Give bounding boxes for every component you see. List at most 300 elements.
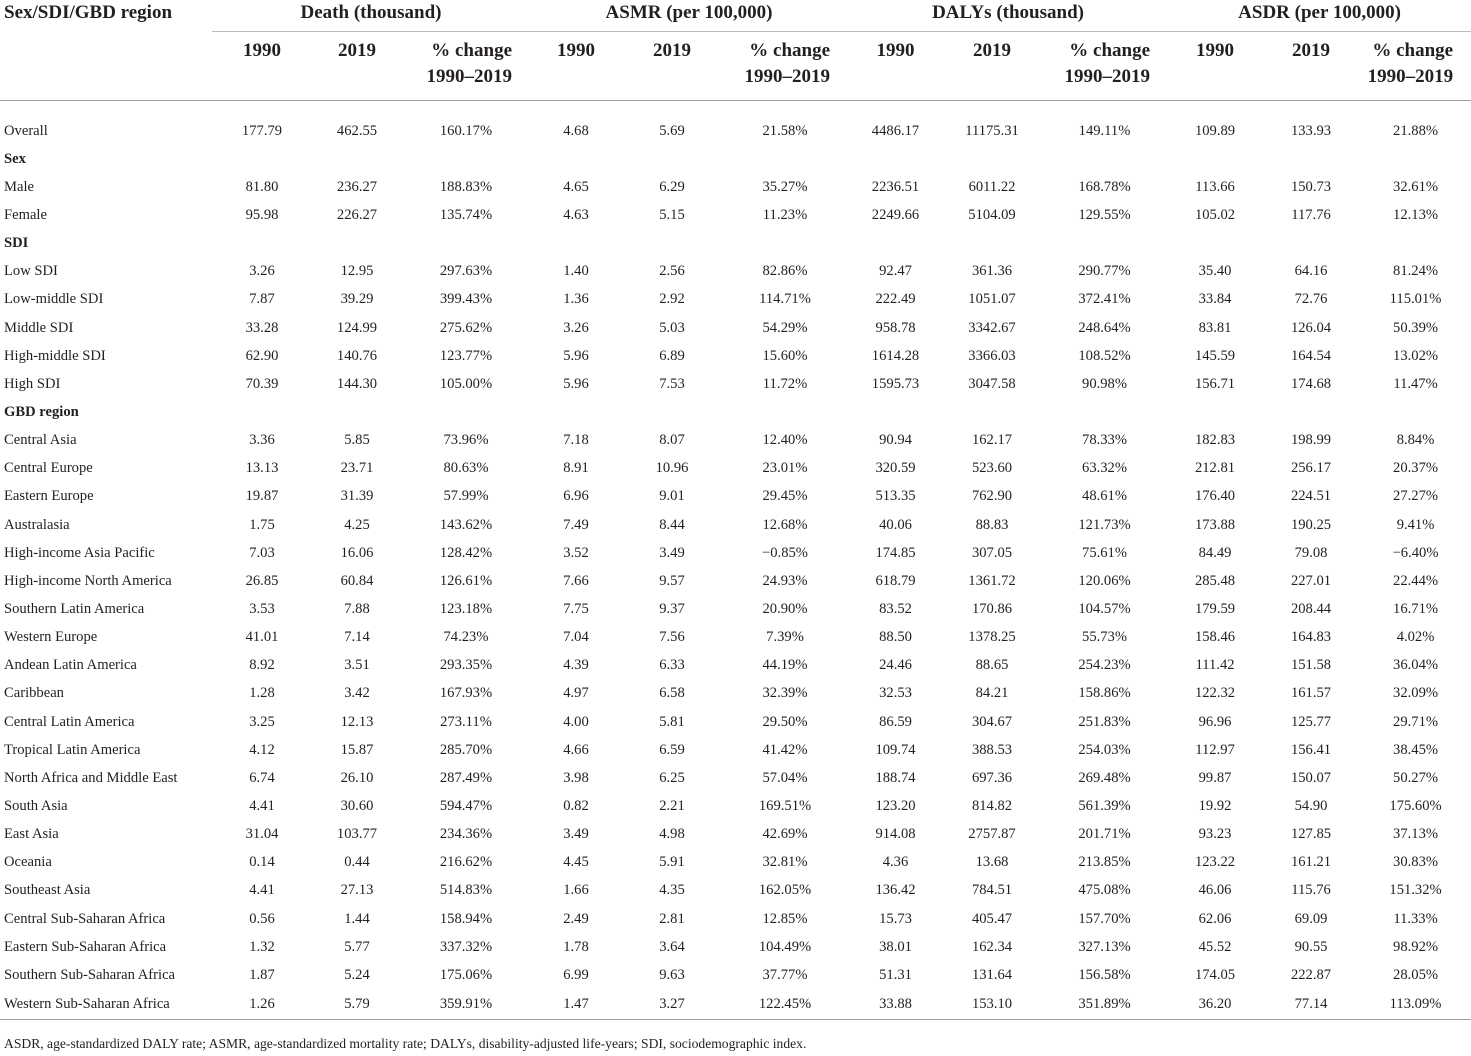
value-cell	[1360, 145, 1471, 173]
value-cell: 144.30	[336, 375, 378, 392]
value-cell: 81.80	[245, 178, 279, 195]
value-cell: 958.78	[875, 319, 916, 336]
table-body	[0, 101, 1471, 1020]
value-cell: 1.44	[344, 910, 370, 927]
table-row	[0, 539, 1471, 567]
value-cell: 2.49	[563, 910, 589, 927]
value-cell	[722, 230, 848, 258]
value-cell	[530, 230, 622, 258]
value-cell	[212, 145, 312, 173]
row-label: South Asia	[4, 797, 68, 814]
value-cell: 42.69%	[762, 826, 808, 843]
value-cell: 174.05	[1194, 966, 1236, 983]
value-cell: 158.94%	[439, 910, 493, 927]
row-label: High SDI	[4, 375, 61, 392]
value-cell	[1041, 230, 1168, 258]
value-cell: 7.39%	[766, 629, 804, 646]
value-cell: 1378.25	[968, 629, 1016, 646]
group-header-dalys: DALYs (thousand)	[848, 0, 1168, 32]
value-cell: 143.62%	[439, 516, 493, 533]
value-cell: 64.16	[1294, 263, 1328, 280]
spacer-row	[0, 101, 1471, 118]
value-cell: 1.87	[249, 966, 275, 983]
value-cell: 5.03	[659, 319, 685, 336]
value-cell: 1.26	[212, 989, 312, 1020]
year-header-death-2019: 2019	[338, 40, 376, 61]
value-cell: 57.99%	[443, 488, 489, 505]
value-cell: 9.57	[659, 572, 685, 589]
table-row	[0, 314, 1471, 342]
value-cell	[1041, 398, 1168, 426]
value-cell: 21.58%	[762, 122, 808, 139]
section-row	[0, 230, 1471, 258]
value-cell: 75.61%	[1082, 544, 1128, 561]
value-cell: 15.87	[340, 741, 374, 758]
value-cell: 84.21	[975, 685, 1009, 702]
value-cell: 1.40	[563, 263, 589, 280]
value-cell: 4.66	[563, 741, 589, 758]
table-row	[0, 764, 1471, 792]
value-cell: 99.87	[1198, 769, 1232, 786]
value-cell: 222.49	[875, 291, 916, 308]
table-row	[0, 595, 1471, 623]
section-row	[0, 145, 1471, 173]
value-cell: 0.56	[249, 910, 275, 927]
row-label: Caribbean	[4, 685, 64, 702]
row-label: Eastern Sub-Saharan Africa	[4, 938, 167, 955]
value-cell: 160.17%	[439, 122, 493, 139]
value-cell: 157.70%	[1078, 910, 1131, 927]
value-cell	[1360, 230, 1471, 258]
value-cell: 158.46	[1194, 629, 1236, 646]
value-cell: 35.40	[1198, 263, 1232, 280]
value-cell: 111.42	[1195, 657, 1235, 674]
value-cell: 1.28	[249, 685, 275, 702]
value-cell: 86.59	[879, 713, 912, 730]
value-cell: 475.08%	[1078, 882, 1131, 899]
table-row	[0, 427, 1471, 455]
value-cell: 90.94	[879, 432, 912, 449]
value-cell: 297.63%	[439, 263, 493, 280]
pct-change-header-dalys	[1041, 32, 1168, 101]
value-cell: 21.88%	[1393, 122, 1439, 139]
value-cell: 175.06%	[439, 966, 493, 983]
value-cell: 19.92	[1198, 797, 1232, 814]
value-cell: 145.59	[1194, 347, 1236, 364]
value-cell	[402, 398, 530, 426]
value-cell: 45.52	[1198, 938, 1232, 955]
value-cell: 4.25	[344, 516, 370, 533]
pct-change-period: 1990–2019	[1367, 66, 1454, 87]
table-row	[0, 511, 1471, 539]
value-cell: 78.33%	[1082, 432, 1128, 449]
value-cell: 149.11%	[1078, 122, 1131, 139]
value-cell: 5.96	[563, 375, 589, 392]
value-cell: 2236.51	[871, 178, 920, 195]
value-cell: 151.32%	[1389, 882, 1442, 899]
row-label: Female	[4, 206, 47, 223]
value-cell: 227.01	[1290, 572, 1332, 589]
value-cell: 74.23%	[443, 629, 489, 646]
value-cell: 6.74	[249, 769, 275, 786]
value-cell: 123.77%	[439, 347, 493, 364]
value-cell	[1168, 145, 1262, 173]
value-cell: 254.03%	[1078, 741, 1131, 758]
value-cell: 4.12	[249, 741, 275, 758]
value-cell: 32.53	[879, 685, 912, 702]
table-row	[0, 933, 1471, 961]
value-cell: 54.29%	[762, 319, 808, 336]
value-cell: 31.39	[340, 488, 374, 505]
value-cell: 83.81	[1198, 319, 1232, 336]
section-label: Sex	[4, 150, 26, 167]
value-cell: 6.59	[659, 741, 685, 758]
value-cell: 88.50	[879, 629, 912, 646]
value-cell: 88.65	[975, 657, 1009, 674]
value-cell: 140.76	[336, 347, 378, 364]
value-cell: 83.52	[879, 600, 912, 617]
value-cell: 123.18%	[439, 600, 493, 617]
year-header-dalys-1990: 1990	[876, 40, 915, 61]
value-cell: 54.90	[1294, 797, 1328, 814]
value-cell: 293.35%	[439, 657, 493, 674]
value-cell: 114.71%	[759, 291, 811, 308]
value-cell: 3.25	[249, 713, 275, 730]
value-cell: 4.35	[659, 882, 685, 899]
value-cell: 6.33	[659, 657, 685, 674]
value-cell: 226.27	[336, 206, 378, 223]
value-cell: 33.84	[1198, 291, 1232, 308]
table-row	[0, 821, 1471, 849]
value-cell: 121.73%	[1078, 516, 1131, 533]
value-cell: 236.27	[336, 178, 378, 195]
value-cell: 3.53	[249, 600, 275, 617]
value-cell: 618.79	[875, 572, 916, 589]
value-cell: 13.13	[245, 460, 279, 477]
row-label: Eastern Europe	[4, 488, 94, 505]
table-row	[0, 792, 1471, 820]
value-cell	[1168, 230, 1262, 258]
value-cell: 117.76	[1291, 206, 1331, 223]
row-label: High-middle SDI	[4, 347, 106, 364]
value-cell: 3.64	[659, 938, 685, 955]
value-cell: 4.41	[249, 882, 275, 899]
group-header-asmr: ASMR (per 100,000)	[530, 0, 848, 32]
value-cell: 77.14	[1262, 989, 1360, 1020]
value-cell: 156.58%	[1078, 966, 1131, 983]
value-cell: 176.40	[1194, 488, 1236, 505]
value-cell: 3.26	[563, 319, 589, 336]
value-cell: 153.10	[943, 989, 1041, 1020]
value-cell: 109.74	[875, 741, 916, 758]
value-cell: 35.27%	[762, 178, 808, 195]
value-cell: 3.51	[344, 657, 370, 674]
value-cell: 104.57%	[1078, 600, 1131, 617]
table-row	[0, 567, 1471, 595]
row-label: Oceania	[4, 854, 52, 871]
value-cell	[848, 145, 943, 173]
row-label: Southern Latin America	[4, 600, 145, 617]
value-cell: 10.96	[655, 460, 689, 477]
value-cell: 254.23%	[1078, 657, 1131, 674]
value-cell: 95.98	[245, 206, 279, 223]
value-cell: 39.29	[340, 291, 374, 308]
value-cell: 167.93%	[439, 685, 493, 702]
value-cell: 48.61%	[1082, 488, 1128, 505]
value-cell	[212, 398, 312, 426]
value-cell	[312, 398, 402, 426]
value-cell: 697.36	[971, 769, 1013, 786]
value-cell	[312, 145, 402, 173]
value-cell: 11.72%	[762, 375, 808, 392]
value-cell: 11175.31	[965, 122, 1019, 139]
pct-change-period: 1990–2019	[1064, 66, 1151, 87]
value-cell: 4.63	[563, 206, 589, 223]
row-label: Male	[4, 178, 34, 195]
value-cell: 80.63%	[443, 460, 489, 477]
value-cell	[402, 230, 530, 258]
value-cell: 12.95	[340, 263, 374, 280]
value-cell: 12.68%	[762, 516, 808, 533]
section-label: SDI	[4, 235, 29, 252]
value-cell: 88.83	[975, 516, 1009, 533]
value-cell: 1361.72	[968, 572, 1016, 589]
value-cell: 19.87	[245, 488, 279, 505]
row-label: Middle SDI	[4, 319, 74, 336]
value-cell: 81.24%	[1393, 263, 1439, 280]
group-header-death: Death (thousand)	[212, 0, 530, 32]
value-cell: 27.13	[340, 882, 374, 899]
value-cell: 31.04	[245, 826, 279, 843]
value-cell: 36.04%	[1393, 657, 1439, 674]
value-cell: 190.25	[1290, 516, 1332, 533]
value-cell: 327.13%	[1078, 938, 1131, 955]
value-cell: 12.13	[340, 713, 374, 730]
value-cell: 5.85	[344, 432, 370, 449]
value-cell: 109.89	[1194, 122, 1236, 139]
pct-change-header-asmr	[722, 32, 848, 101]
row-label: Overall	[4, 122, 48, 139]
value-cell: 1.66	[563, 882, 589, 899]
value-cell: 127.85	[1290, 826, 1332, 843]
value-cell: 2757.87	[968, 826, 1016, 843]
value-cell: 32.09%	[1393, 685, 1439, 702]
value-cell: 234.36%	[439, 826, 493, 843]
row-label: Central Latin America	[4, 713, 135, 730]
value-cell: 914.08	[875, 826, 916, 843]
value-cell: 105.02	[1194, 206, 1236, 223]
value-cell	[530, 145, 622, 173]
section-label: GBD region	[4, 403, 79, 420]
value-cell: 513.35	[875, 488, 916, 505]
value-cell: 7.14	[344, 629, 370, 646]
value-cell: 273.11%	[440, 713, 492, 730]
value-cell: 285.48	[1194, 572, 1236, 589]
value-cell: 90.98%	[1082, 375, 1128, 392]
value-cell: 216.62%	[439, 854, 493, 871]
row-label: North Africa and Middle East	[4, 769, 178, 786]
value-cell: 136.42	[875, 882, 916, 899]
value-cell: 7.53	[659, 375, 685, 392]
value-cell: 129.55%	[1078, 206, 1131, 223]
value-cell: 170.86	[971, 600, 1013, 617]
value-cell: 4486.17	[871, 122, 920, 139]
value-cell: 372.41%	[1078, 291, 1131, 308]
table-row	[0, 736, 1471, 764]
value-cell: 4.97	[563, 685, 589, 702]
value-cell: 16.71%	[1393, 600, 1439, 617]
value-cell: 108.52%	[1078, 347, 1131, 364]
value-cell: 113.09%	[1360, 989, 1471, 1020]
value-cell: 7.18	[563, 432, 589, 449]
value-cell: 55.73%	[1082, 629, 1128, 646]
table-row	[0, 652, 1471, 680]
value-cell: 5.79	[312, 989, 402, 1020]
value-cell: 23.01%	[762, 460, 808, 477]
value-cell: 337.32%	[439, 938, 493, 955]
value-cell: 7.04	[563, 629, 589, 646]
value-cell: 133.93	[1290, 122, 1332, 139]
value-cell: 212.81	[1194, 460, 1236, 477]
value-cell: 1595.73	[871, 375, 920, 392]
value-cell: 104.49%	[758, 938, 812, 955]
value-cell: 6.89	[659, 347, 685, 364]
value-cell: 7.49	[563, 516, 589, 533]
value-cell: 285.70%	[439, 741, 493, 758]
value-cell	[722, 398, 848, 426]
value-cell: 122.45%	[722, 989, 848, 1020]
value-cell: 177.79	[241, 122, 283, 139]
value-cell: 156.41	[1290, 741, 1332, 758]
row-label: Central Sub-Saharan Africa	[4, 910, 166, 927]
value-cell: 8.91	[563, 460, 589, 477]
value-cell: 290.77%	[1078, 263, 1131, 280]
pct-change-label: % change	[1069, 40, 1151, 61]
value-cell: −6.40%	[1392, 544, 1439, 561]
value-cell: 151.58	[1290, 657, 1332, 674]
value-cell: 12.40%	[762, 432, 808, 449]
value-cell: 103.77	[336, 826, 378, 843]
value-cell: 1.47	[530, 989, 622, 1020]
value-cell: 4.68	[563, 122, 589, 139]
value-cell: 90.55	[1294, 938, 1328, 955]
value-cell: 11.33%	[1393, 910, 1438, 927]
value-cell: 124.99	[336, 319, 378, 336]
section-row	[0, 398, 1471, 426]
value-cell: 164.83	[1290, 629, 1332, 646]
value-cell: 73.96%	[443, 432, 489, 449]
blank-header-cell	[0, 32, 212, 101]
value-cell: 70.39	[245, 375, 279, 392]
value-cell	[402, 145, 530, 173]
header-row-years	[0, 32, 1471, 101]
row-label: East Asia	[4, 826, 59, 843]
value-cell: 7.03	[249, 544, 275, 561]
value-cell: 1.78	[563, 938, 589, 955]
value-cell: 37.77%	[762, 966, 808, 983]
value-cell: 63.32%	[1082, 460, 1128, 477]
value-cell: 188.74	[875, 769, 916, 786]
row-label: Western Sub-Saharan Africa	[0, 989, 212, 1020]
value-cell: 41.42%	[762, 741, 808, 758]
value-cell	[1262, 398, 1360, 426]
value-cell: 4.98	[659, 826, 685, 843]
value-cell	[530, 398, 622, 426]
value-cell: 156.71	[1194, 375, 1236, 392]
value-cell: 30.83%	[1393, 854, 1439, 871]
value-cell: 6.25	[659, 769, 685, 786]
row-label: Low SDI	[4, 263, 58, 280]
row-label: High-income Asia Pacific	[4, 544, 155, 561]
value-cell: 1614.28	[871, 347, 920, 364]
value-cell: 44.19%	[762, 657, 808, 674]
value-cell: 2.92	[659, 291, 685, 308]
value-cell: −0.85%	[762, 544, 808, 561]
row-label: Central Europe	[4, 460, 93, 477]
value-cell: 32.61%	[1393, 178, 1439, 195]
value-cell: 222.87	[1290, 966, 1332, 983]
value-cell: 46.06	[1198, 882, 1232, 899]
table-row	[0, 483, 1471, 511]
value-cell: 6011.22	[968, 178, 1016, 195]
value-cell: 161.57	[1290, 685, 1332, 702]
pct-change-label: % change	[1372, 40, 1454, 61]
value-cell: 351.89%	[1041, 989, 1168, 1020]
value-cell: 126.61%	[439, 572, 493, 589]
value-cell	[848, 230, 943, 258]
header-row-groups	[0, 0, 1471, 32]
value-cell: 1.32	[249, 938, 275, 955]
table-row	[0, 342, 1471, 370]
value-cell: 208.44	[1290, 600, 1332, 617]
value-cell: 3.26	[249, 263, 275, 280]
pct-change-period: 1990–2019	[744, 66, 831, 87]
value-cell: 84.49	[1198, 544, 1232, 561]
table-row	[0, 201, 1471, 229]
value-cell: 6.29	[659, 178, 685, 195]
value-cell: 15.60%	[762, 347, 808, 364]
value-cell: 7.56	[659, 629, 685, 646]
value-cell: 13.02%	[1393, 347, 1439, 364]
value-cell: 4.00	[563, 713, 589, 730]
value-cell: 57.04%	[762, 769, 808, 786]
value-cell: 361.36	[971, 263, 1013, 280]
value-cell: 20.37%	[1393, 460, 1439, 477]
value-cell: 162.05%	[758, 882, 812, 899]
value-cell: 79.08	[1294, 544, 1328, 561]
row-label: Australasia	[4, 516, 70, 533]
value-cell: 123.20	[875, 797, 916, 814]
value-cell: 8.92	[249, 657, 275, 674]
value-cell: 23.71	[340, 460, 374, 477]
value-cell: 28.05%	[1393, 966, 1439, 983]
value-cell: 128.42%	[439, 544, 493, 561]
value-cell: 112.97	[1195, 741, 1235, 758]
value-cell: 62.06	[1198, 910, 1232, 927]
value-cell: 9.41%	[1396, 516, 1435, 533]
value-cell: 93.23	[1198, 826, 1232, 843]
value-cell: 256.17	[1290, 460, 1332, 477]
value-cell: 5.96	[563, 347, 589, 364]
value-cell: 175.60%	[1389, 797, 1442, 814]
value-cell: 15.73	[879, 910, 912, 927]
value-cell: 37.13%	[1393, 826, 1439, 843]
value-cell: 41.01	[245, 629, 279, 646]
value-cell: 126.04	[1290, 319, 1332, 336]
value-cell: 33.88	[848, 989, 943, 1020]
value-cell: 2.81	[659, 910, 685, 927]
table-footnote: ASDR, age-standardized DALY rate; ASMR, age-standardized mortality rate; DALYs, disability-adjusted life-years; SDI, sociodemographic index.	[4, 1036, 807, 1051]
